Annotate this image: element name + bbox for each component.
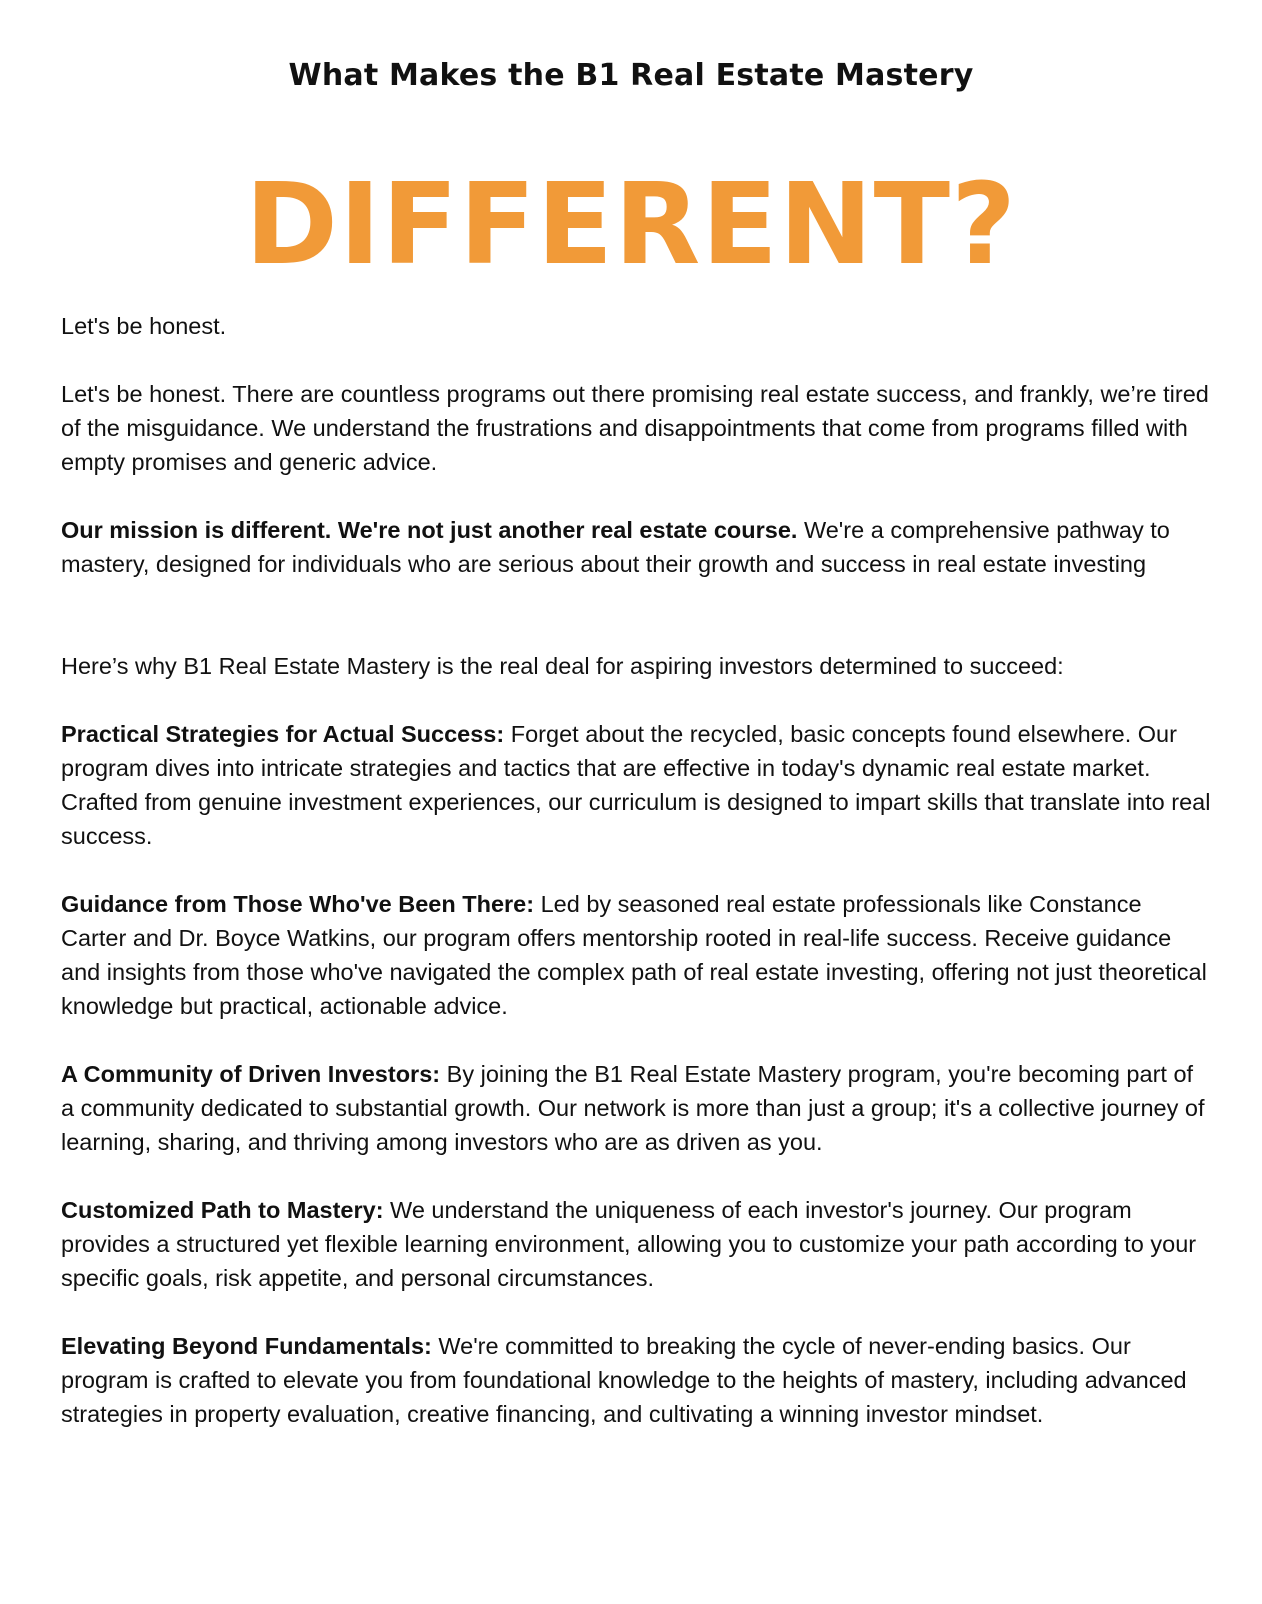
point-title: Practical Strategies for Actual Success: [61, 721, 505, 747]
point-text: Led by seasoned real estate professionals like Constance Carter and Dr. Boyce Watkins, our program offers mentorship rooted in real-life success. Receive guidance and insights from those who've navigated the complex path of real estate investing, offering not just theoretical knowledge but practical, actionable advice. [61, 891, 1207, 1019]
point-text: Forget about the recycled, basic concepts found elsewhere. Our program dives into intricate strategies and tactics that are effective in today's dynamic real estate market. Crafted from genuine investment experiences, our curriculum is designed to impart skills that translate into real success. [61, 721, 1211, 849]
mission-text: We're a comprehensive pathway to mastery, designed for individuals who are serious about their growth and success in real estate investing [61, 517, 1170, 577]
why-intro-paragraph: Here’s why B1 Real Estate Mastery is the real deal for aspiring investors determined to succeed: [61, 653, 1064, 679]
point-elevating [61, 1329, 1211, 1431]
point-guidance [61, 887, 1211, 1023]
point-title: A Community of Driven Investors: [61, 1061, 441, 1087]
intro-long-paragraph: Let's be honest. There are countless programs out there promising real estate success, and frankly, we’re tired of the misguidance. We understand the frustrations and disappointments that come from programs filled with empty promises and generic advice. [61, 381, 1209, 475]
point-title: Elevating Beyond Fundamentals: [61, 1333, 432, 1359]
point-title: Customized Path to Mastery: [61, 1197, 384, 1223]
point-text: By joining the B1 Real Estate Mastery program, you're becoming part of a community dedicated to substantial growth. Our network is more than just a group; it's a collective journey of learning, sharing, and thriving among investors who are as driven as you. [61, 1061, 1205, 1155]
point-text: We understand the uniqueness of each investor's journey. Our program provides a structured yet flexible learning environment, allowing you to customize your path according to your specific goals, risk appetite, and personal circumstances. [61, 1197, 1197, 1291]
headline-different: DIFFERENT? [244, 160, 1017, 290]
point-customized-path [61, 1193, 1211, 1295]
point-community [61, 1057, 1211, 1159]
page-heading: What Makes the B1 Real Estate Mastery [288, 58, 974, 93]
point-practical-strategies [61, 717, 1211, 853]
body-content [61, 309, 1211, 1465]
mission-bold-lead: Our mission is different. We're not just another real estate course. [61, 517, 798, 543]
point-text: We're committed to breaking the cycle of never-ending basics. Our program is crafted to elevate you from foundational knowledge to the heights of mastery, including advanced strategies in property evaluation, creative financing, and cultivating a winning investor mindset. [61, 1333, 1187, 1427]
point-title: Guidance from Those Who've Been There: [61, 891, 535, 917]
mission-paragraph [61, 513, 1211, 581]
intro-short-paragraph: Let's be honest. [61, 313, 227, 339]
